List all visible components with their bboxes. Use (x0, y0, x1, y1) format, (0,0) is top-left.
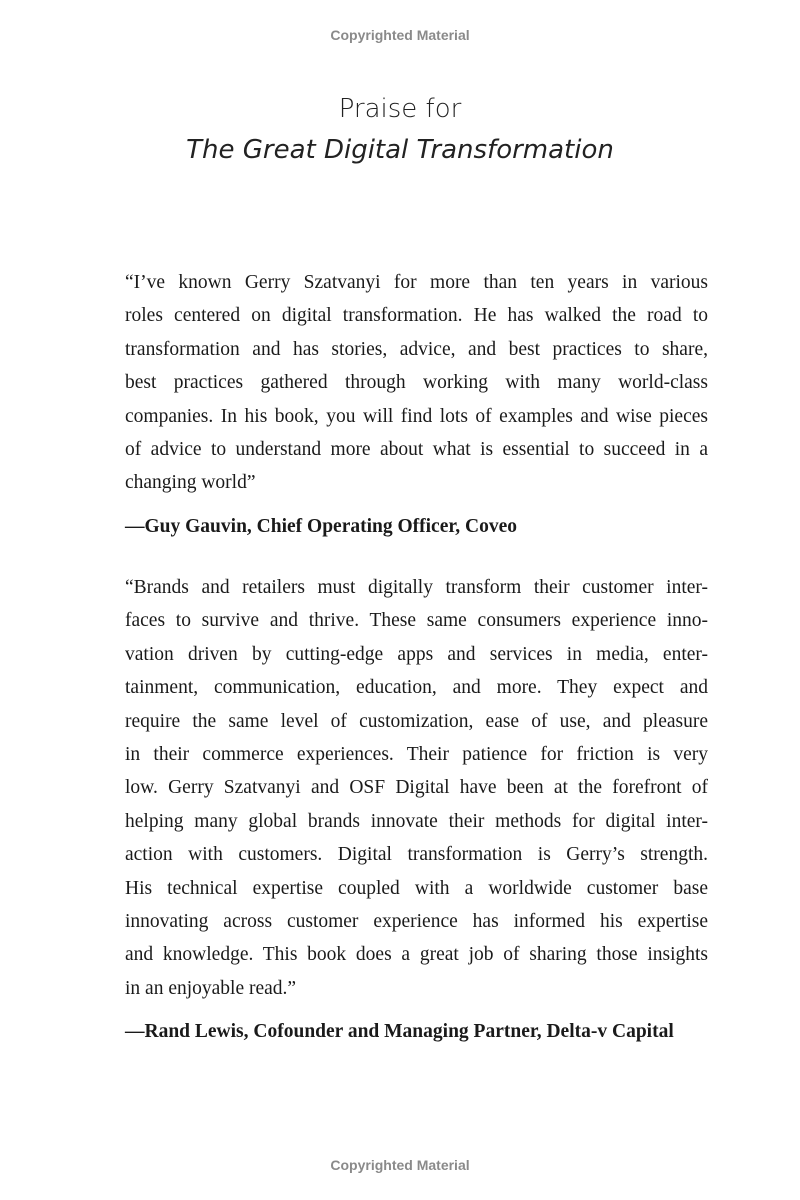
quote-line: best practices gathered through working with many world-class (125, 372, 708, 394)
quote-line: “I’ve known Gerry Szatvanyi for more than ten years in various (125, 272, 708, 293)
quote-attribution: —Guy Gauvin, Chief Operating Officer, Coveo (125, 516, 517, 537)
quote-line: roles centered on digital transformation. He has walked the road to (125, 305, 708, 327)
quote-line: transformation and has stories, advice, and best practices to share, (125, 338, 708, 360)
quote-line: action with customers. Digital transformation is Gerry’s strength. (125, 844, 708, 866)
quote-line: innovating across customer experience has informed his expertise (125, 911, 708, 932)
quote-line: in an enjoyable read.” (125, 977, 297, 999)
quote-line: require the same level of customization, ease of use, and pleasure (125, 710, 708, 732)
quote-line: faces to survive and thrive. These same consumers experience inno- (125, 610, 708, 632)
quote-line: low. Gerry Szatvanyi and OSF Digital have been at the forefront of (125, 777, 708, 799)
quote-line: helping many global brands innovate their methods for digital inter- (125, 810, 708, 832)
quote-line: of advice to understand more about what is essential to succeed in a (125, 439, 708, 460)
quote-line: in their commerce experiences. Their patience for friction is very (125, 744, 708, 765)
page-title: Praise for (338, 94, 462, 124)
quote-line: companies. In his book, you will find lots of examples and wise pieces (125, 405, 708, 427)
quote-line: tainment, communication, education, and more. They expect and (125, 677, 708, 699)
quote-line: and knowledge. This book does a great job of sharing those insights (125, 944, 708, 966)
quote-attribution: —Rand Lewis, Cofounder and Managing Partner, Delta-v Capital (125, 1021, 674, 1042)
quote-line: “Brands and retailers must digitally transform their customer inter- (125, 577, 708, 598)
quote-line: vation driven by cutting-edge apps and services in media, enter- (125, 643, 708, 665)
copyright-watermark-top: Copyrighted Material (330, 27, 470, 43)
quote-line: His technical expertise coupled with a worldwide customer base (125, 877, 708, 899)
book-title: The Great Digital Transformation (186, 135, 614, 165)
quote-line: changing world” (125, 472, 256, 494)
copyright-watermark-bottom: Copyrighted Material (330, 1157, 470, 1173)
